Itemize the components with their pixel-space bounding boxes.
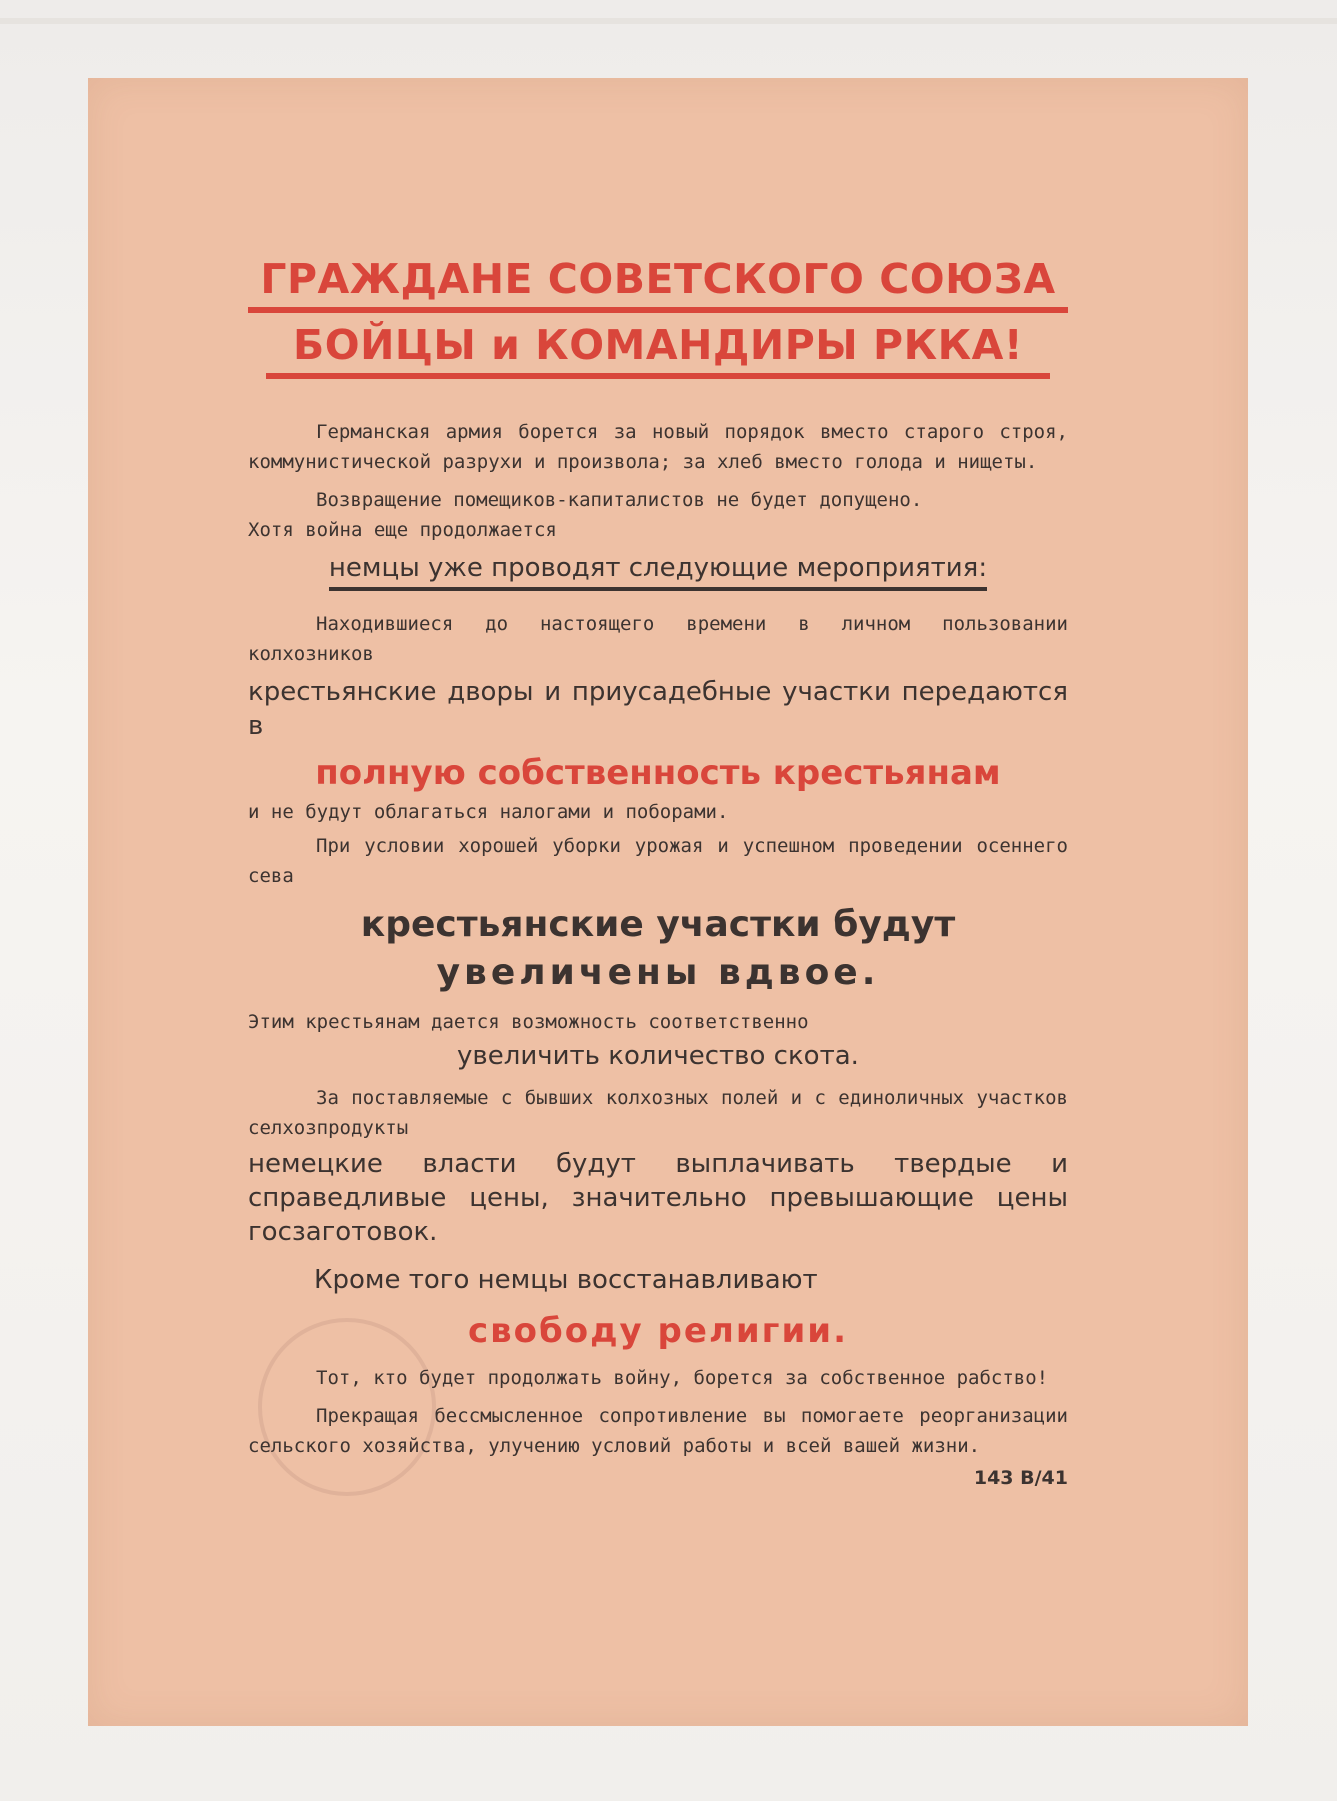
paragraph-8: увеличить количество скота. [457, 1041, 859, 1071]
paragraph-10: немецкие власти будут выплачивать твердые и справедливые цены, значительно превышающие цены госзаготовок. [248, 1149, 1068, 1247]
paragraph-11: Кроме того немцы восстанавливают [314, 1265, 818, 1295]
heading-rule-2 [266, 373, 1050, 379]
paragraph-2b: Хотя война еще продолжается [248, 519, 557, 541]
paragraph-1: Германская армия борется за новый порядок вместо старого строя, коммунистической разрухи и произвола; за хлеб вместо голода и нищеты. [248, 421, 1068, 473]
paragraph-5: и не будут облагаться налогами и поборами. [248, 801, 729, 823]
big-line-1: крестьянские участки будут [360, 904, 956, 945]
subheading: немцы уже проводят следующие мероприятия: [329, 551, 987, 591]
highlight-property: полную собственность крестьянам [315, 753, 1001, 793]
paragraph-7: Этим крестьянам дается возможность соответственно [248, 1011, 809, 1033]
heading-line-1: ГРАЖДАНЕ СОВЕТСКОГО СОЮЗА [260, 255, 1056, 303]
paragraph-3: Находившиеся до настоящего времени в личном пользовании колхозников [248, 613, 1068, 665]
paragraph-6: При условии хорошей уборки урожая и успешном проведении осеннего сева [248, 835, 1068, 887]
leaflet-content [248, 255, 1068, 1489]
paragraph-4: крестьянские дворы и приусадебные участки передаются в [248, 677, 1068, 741]
paragraph-13: Прекращая бессмысленное сопротивление вы помогаете реорганизации сельского хозяйства, улучению условий работы и всей вашей жизни. [248, 1405, 1068, 1457]
heading-rule-1 [248, 307, 1068, 313]
paragraph-12: Тот, кто будет продолжать войну, борется за собственное рабство! [316, 1367, 1049, 1389]
heading-line-2: БОЙЦЫ и КОМАНДИРЫ РККА! [292, 321, 1024, 369]
scan-edge [0, 18, 1337, 24]
catalog-mark: 143 B/41 [973, 1467, 1068, 1489]
highlight-religion: свободу религии. [467, 1311, 849, 1351]
big-line-2: увеличены вдвое. [436, 952, 880, 993]
paragraph-9: За поставляемые с бывших колхозных полей и с единоличных участков селхозпродукты [248, 1087, 1068, 1139]
paragraph-2: Возвращение помещиков-капиталистов не будет допущено. [316, 489, 923, 511]
